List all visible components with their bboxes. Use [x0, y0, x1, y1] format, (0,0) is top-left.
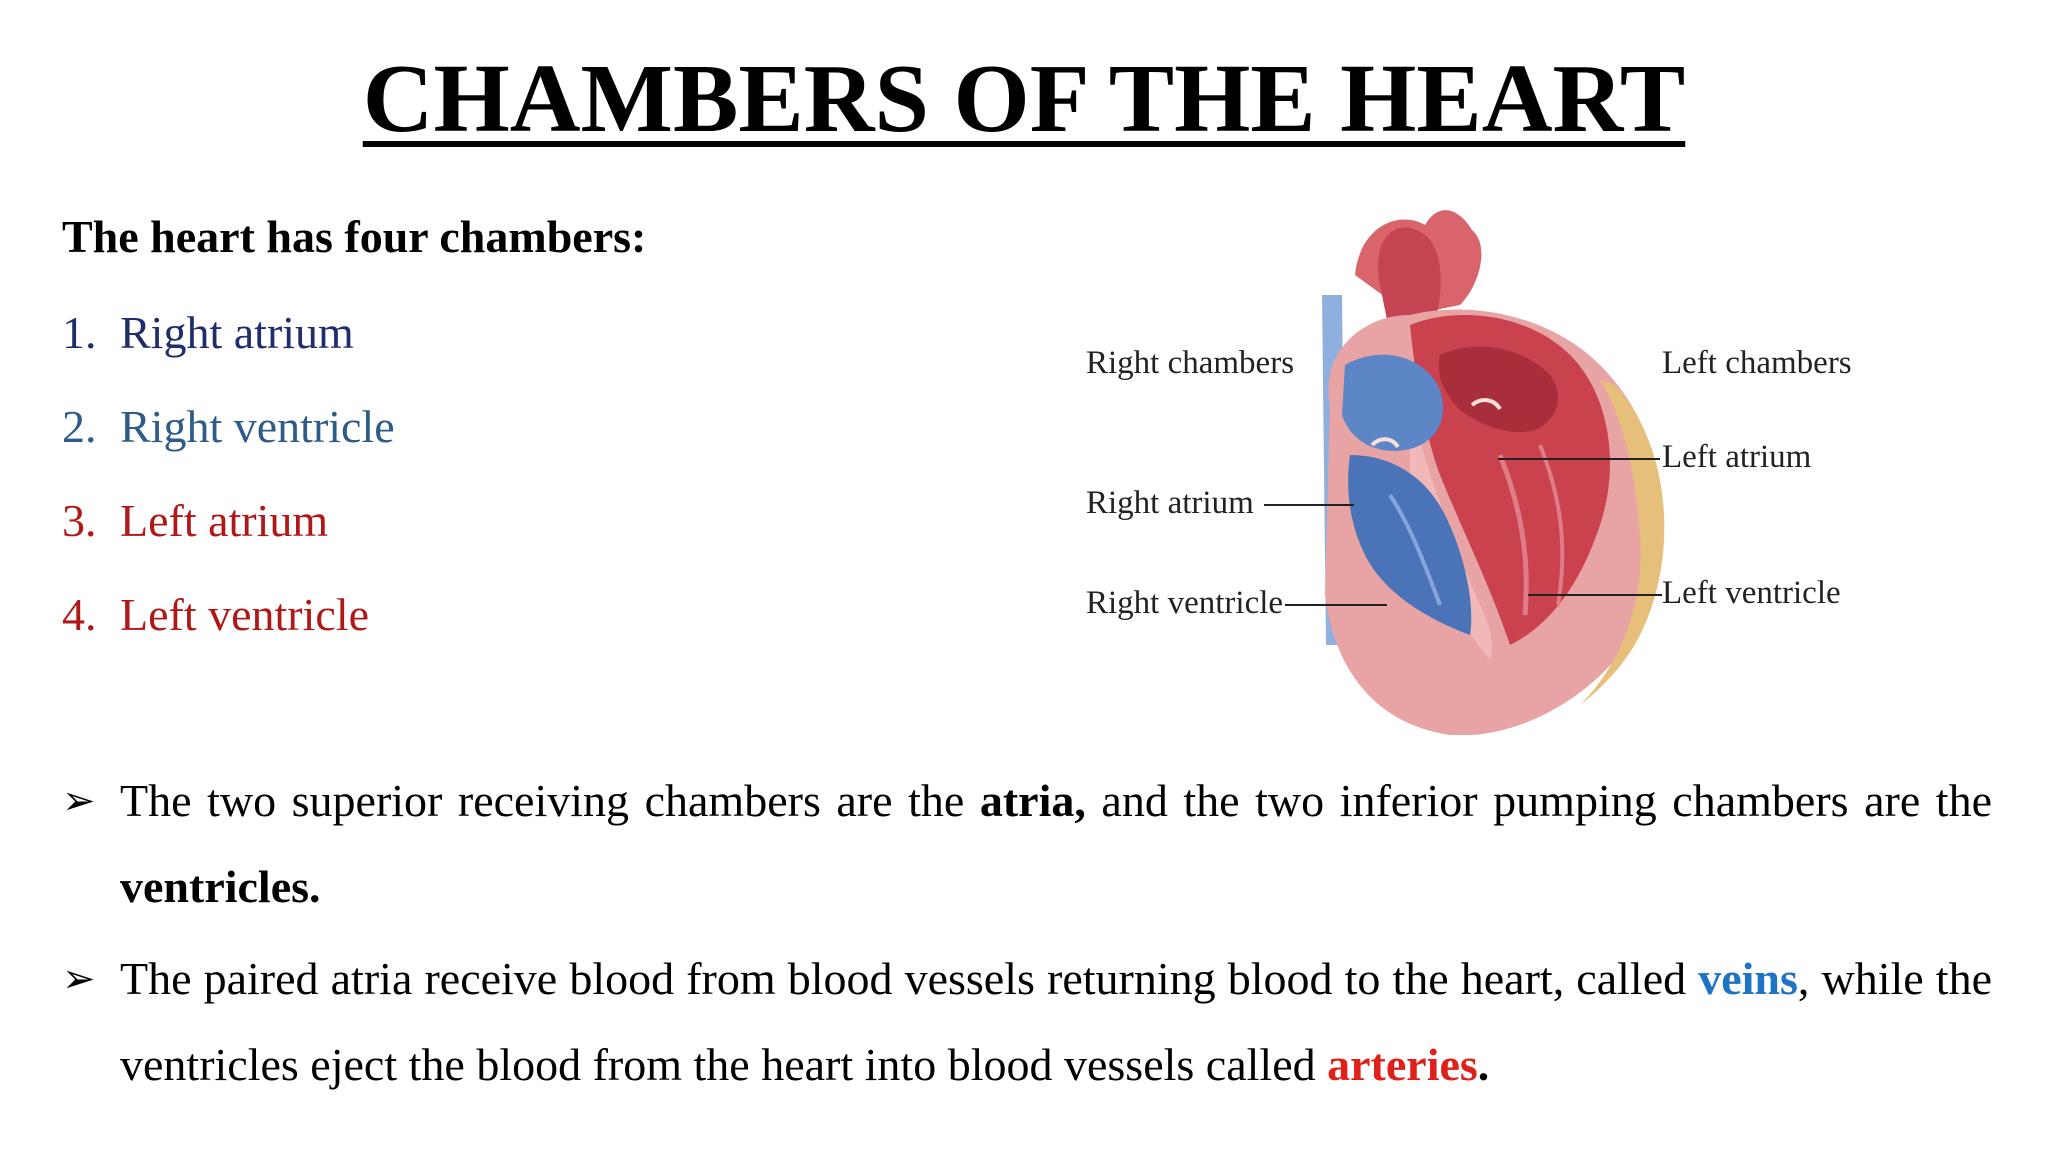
list-number: 4.: [62, 589, 97, 640]
term-veins: veins: [1698, 953, 1798, 1004]
term-atria: atria,: [979, 775, 1086, 826]
bullet-text: The paired atria receive blood from blood vessels returning blood to the heart, called: [120, 953, 1699, 1004]
heart-diagram: [1080, 205, 1880, 735]
bullet-period: .: [1477, 1039, 1490, 1090]
list-label: Right atrium: [120, 307, 354, 358]
bullet-item: [62, 936, 1992, 1108]
bullet-item: [62, 758, 1992, 930]
list-item: [62, 399, 395, 493]
arrow-bullet-icon: ➢: [62, 956, 96, 1001]
bullet-text: , while the ventricles eject the blood from the heart into blood vessels called: [120, 953, 1992, 1090]
list-number: 2.: [62, 401, 97, 452]
list-label: Right ventricle: [120, 401, 395, 452]
list-label: Left atrium: [120, 495, 329, 546]
list-item: [62, 587, 395, 681]
page-title: CHAMBERS OF THE HEART: [362, 45, 1686, 153]
term-arteries: arteries: [1327, 1039, 1478, 1090]
list-item: [62, 493, 395, 587]
bullet-text: and the two inferior pumping chambers are the: [1085, 775, 1992, 826]
label-right-atrium: Right atrium: [1086, 485, 1254, 521]
list-label: Left ventricle: [120, 589, 370, 640]
label-right-chambers: Right chambers: [1086, 345, 1295, 381]
label-right-ventricle: Right ventricle: [1086, 585, 1284, 621]
bullet-list: [62, 758, 1992, 1114]
label-left-ventricle: Left ventricle: [1662, 575, 1841, 611]
list-number: 3.: [62, 495, 97, 546]
term-ventricles: ventricles.: [120, 861, 321, 912]
intro-text: The heart has four chambers:: [62, 211, 647, 262]
bullet-text: The two superior receiving chambers are the: [120, 775, 980, 826]
chamber-list: [62, 305, 395, 681]
list-item: [62, 305, 395, 399]
arrow-bullet-icon: ➢: [62, 778, 96, 823]
list-number: 1.: [62, 307, 97, 358]
label-left-chambers: Left chambers: [1662, 345, 1852, 381]
label-left-atrium: Left atrium: [1662, 439, 1812, 475]
